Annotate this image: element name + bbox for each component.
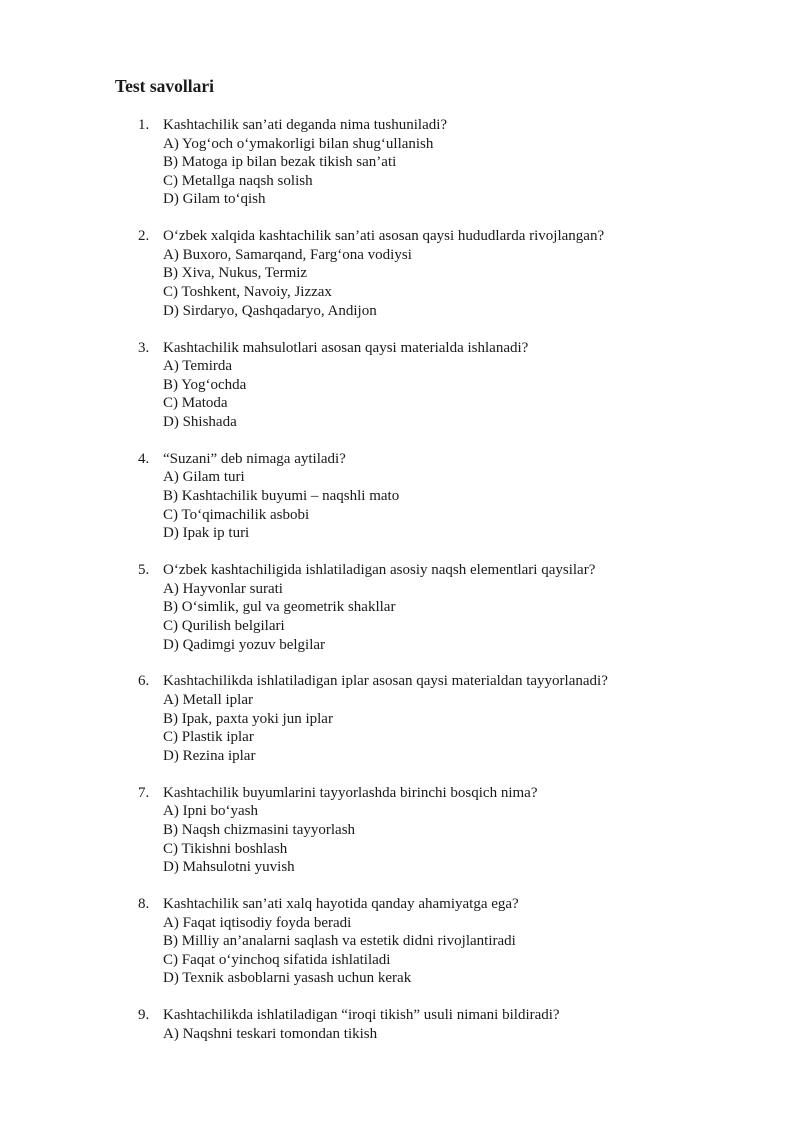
answer-options — [163, 802, 355, 876]
question-number: 1. — [138, 117, 150, 133]
answer-option: A) Temirda — [163, 358, 233, 375]
question-text: Kashtachilik san’ati deganda nima tushuniladi? — [163, 117, 448, 133]
answer-options — [163, 914, 516, 988]
question-number: 7. — [138, 784, 150, 801]
question-item — [0, 339, 800, 450]
answer-option: C) Faqat o‘yinchoq sifatida ishlatiladi — [163, 951, 391, 968]
answer-option: B) O‘simlik, gul va geometrik shakllar — [163, 599, 396, 616]
answer-option: D) Texnik asboblarni yasash uchun kerak — [163, 970, 412, 987]
answer-option: C) Plastik iplar — [163, 729, 254, 746]
answer-option: C) Tikishni boshlash — [163, 840, 288, 857]
answer-option: D) Gilam to‘qish — [163, 191, 266, 208]
answer-options — [163, 135, 433, 209]
answer-option: C) To‘qimachilik asbobi — [163, 506, 310, 523]
answer-option: D) Mahsulotni yuvish — [163, 859, 295, 876]
question-item — [0, 561, 800, 672]
question-number: 8. — [138, 896, 150, 913]
answer-option: D) Qadimgi yozuv belgilar — [163, 636, 326, 653]
answer-option: D) Rezina iplar — [163, 747, 256, 764]
question-text: O‘zbek kashtachiligida ishlatiladigan asosiy naqsh elementlari qaysilar? — [163, 562, 596, 579]
question-number: 4. — [138, 450, 150, 467]
question-item — [0, 784, 800, 895]
answer-options — [163, 357, 246, 431]
answer-option: A) Buxoro, Samarqand, Farg‘ona vodiysi — [163, 246, 412, 263]
answer-option: B) Naqsh chizmasini tayyorlash — [163, 821, 356, 838]
question-number: 2. — [138, 228, 150, 245]
answer-option: C) Metallga naqsh solish — [163, 172, 313, 189]
answer-option: A) Gilam turi — [163, 469, 245, 486]
answer-option: B) Xiva, Nukus, Termiz — [163, 265, 308, 282]
question-item — [0, 895, 800, 1006]
answer-option: D) Shishada — [163, 413, 237, 430]
answer-option: B) Kashtachilik buyumi – naqshli mato — [163, 488, 400, 505]
answer-option: B) Ipak, paxta yoki jun iplar — [163, 710, 333, 727]
answer-option: A) Naqshni teskari tomondan tikish — [163, 1025, 378, 1042]
question-item — [0, 116, 800, 227]
question-text: O‘zbek xalqida kashtachilik san’ati asosan qaysi hududlarda rivojlangan? — [163, 228, 605, 245]
answer-option: B) Milliy an’analarni saqlash va estetik didni rivojlantiradi — [163, 933, 516, 950]
question-item — [0, 1006, 800, 1117]
answer-option: B) Yog‘ochda — [163, 376, 247, 393]
answer-options — [163, 691, 333, 765]
question-text: Kashtachilikda ishlatiladigan iplar asosan qaysi materialdan tayyorlanadi? — [163, 673, 608, 690]
question-item — [0, 450, 800, 561]
question-text: Kashtachilik buyumlarini tayyorlashda birinchi bosqich nima? — [163, 784, 538, 801]
answer-option: A) Ipni bo‘yash — [163, 803, 258, 820]
question-number: 9. — [138, 1007, 150, 1024]
question-text: Kashtachilik mahsulotlari asosan qaysi materialda ishlanadi? — [163, 339, 529, 356]
answer-option: A) Yog‘och o‘ymakorligi bilan shug‘ullanish — [163, 135, 434, 152]
answer-option: C) Qurilish belgilari — [163, 617, 285, 634]
question-item — [0, 227, 800, 338]
answer-option: D) Ipak ip turi — [163, 525, 250, 542]
answer-options — [163, 580, 395, 654]
question-number: 5. — [138, 562, 150, 579]
answer-options — [163, 1025, 377, 1044]
answer-option: A) Hayvonlar surati — [163, 580, 283, 597]
question-number: 3. — [138, 339, 150, 356]
answer-option: A) Faqat iqtisodiy foyda beradi — [163, 914, 352, 931]
answer-option: D) Sirdaryo, Qashqadaryo, Andijon — [163, 302, 377, 319]
answer-options — [163, 468, 399, 542]
page-title: Test savollari — [115, 76, 215, 96]
answer-option: A) Metall iplar — [163, 692, 253, 709]
answer-option: C) Matoda — [163, 395, 228, 412]
answer-options — [163, 246, 412, 320]
question-number: 6. — [138, 673, 150, 690]
question-item — [0, 672, 800, 783]
question-text: Kashtachilik san’ati xalq hayotida qanday ahamiyatga ega? — [163, 896, 519, 913]
answer-option: C) Toshkent, Navoiy, Jizzax — [163, 284, 332, 301]
question-text: “Suzani” deb nimaga aytiladi? — [163, 450, 346, 467]
question-text: Kashtachilikda ishlatiladigan “iroqi tikish” usuli nimani bildiradi? — [163, 1007, 560, 1024]
answer-option: B) Matoga ip bilan bezak tikish san’ati — [163, 154, 397, 171]
question-list — [0, 116, 800, 1118]
